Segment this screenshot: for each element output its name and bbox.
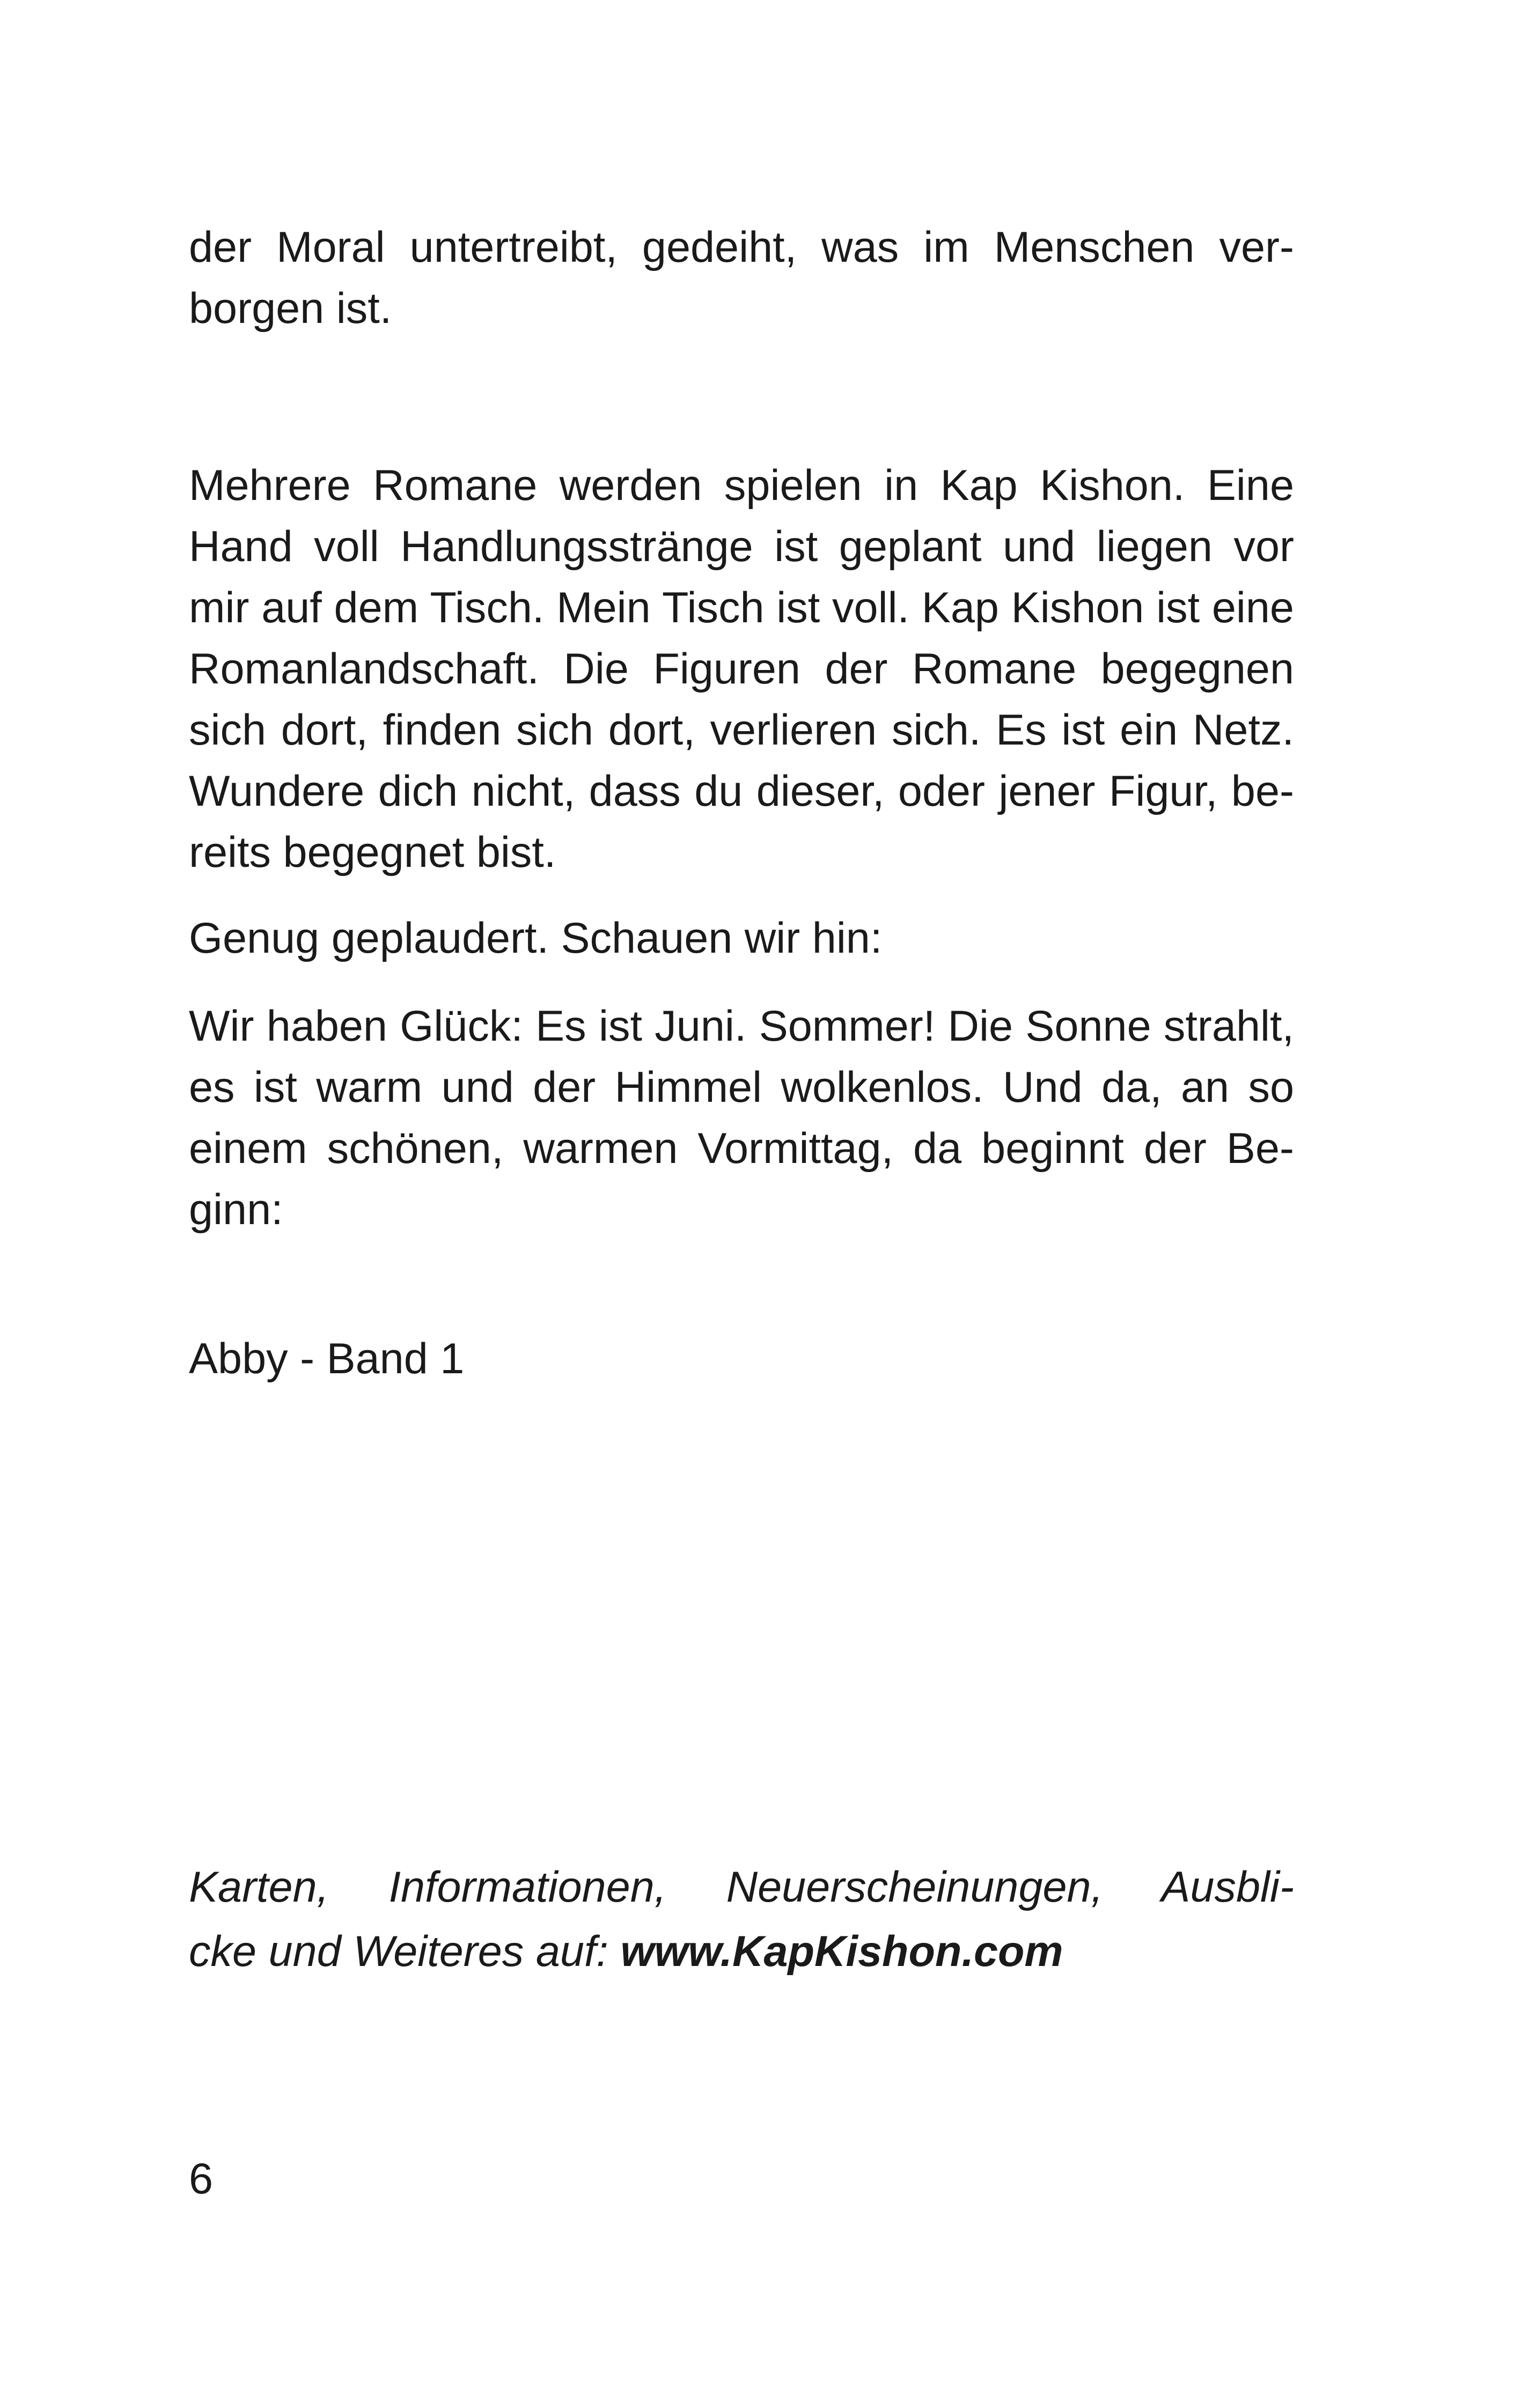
- note-prefix: cke und Weiteres auf:: [189, 1927, 621, 1976]
- text-line: einem schönen, warmen Vormittag, da beginnt der Be-: [189, 1124, 1294, 1173]
- text-line: Mehrere Romane werden spielen in Kap Kishon. Eine: [189, 461, 1294, 510]
- paragraph-2: [189, 455, 1294, 883]
- website-note: [189, 1855, 1294, 1984]
- website-link[interactable]: www.KapKishon.com: [620, 1927, 1063, 1976]
- text-line: Romanlandschaft. Die Figuren der Romane begegnen: [189, 645, 1294, 693]
- text-line: mir auf dem Tisch. Mein Tisch ist voll. Kap Kishon ist eine: [189, 584, 1294, 632]
- note-line: Karten, Informationen, Neuerscheinungen, Ausbli-: [189, 1863, 1294, 1911]
- note-line: [189, 1919, 1294, 1984]
- text-line: es ist warm und der Himmel wolkenlos. Und da, an so: [189, 1063, 1294, 1111]
- paragraph-1: [189, 217, 1294, 339]
- text-line: sich dort, finden sich dort, verlieren sich. Es ist ein Netz.: [189, 706, 1294, 754]
- text-line: borgen ist.: [189, 284, 392, 333]
- text-line: Hand voll Handlungsstränge ist geplant und liegen vor: [189, 522, 1294, 571]
- paragraph-4: [189, 996, 1294, 1240]
- text-line: der Moral untertreibt, gedeiht, was im Menschen ver-: [189, 223, 1294, 271]
- text-line: Abby - Band 1: [189, 1335, 465, 1383]
- paragraph-3: [189, 908, 1294, 969]
- text-line: ginn:: [189, 1185, 283, 1234]
- text-line: Wir haben Glück: Es ist Juni. Sommer! Die Sonne strahlt,: [189, 1002, 1294, 1050]
- text-line: Wundere dich nicht, dass du dieser, oder jener Figur, be-: [189, 767, 1294, 815]
- page-number: 6: [189, 2155, 214, 2203]
- paragraph-5: [189, 1328, 1294, 1389]
- text-line: reits begegnet bist.: [189, 828, 556, 877]
- text-line: Genug geplaudert. Schauen wir hin:: [189, 914, 883, 962]
